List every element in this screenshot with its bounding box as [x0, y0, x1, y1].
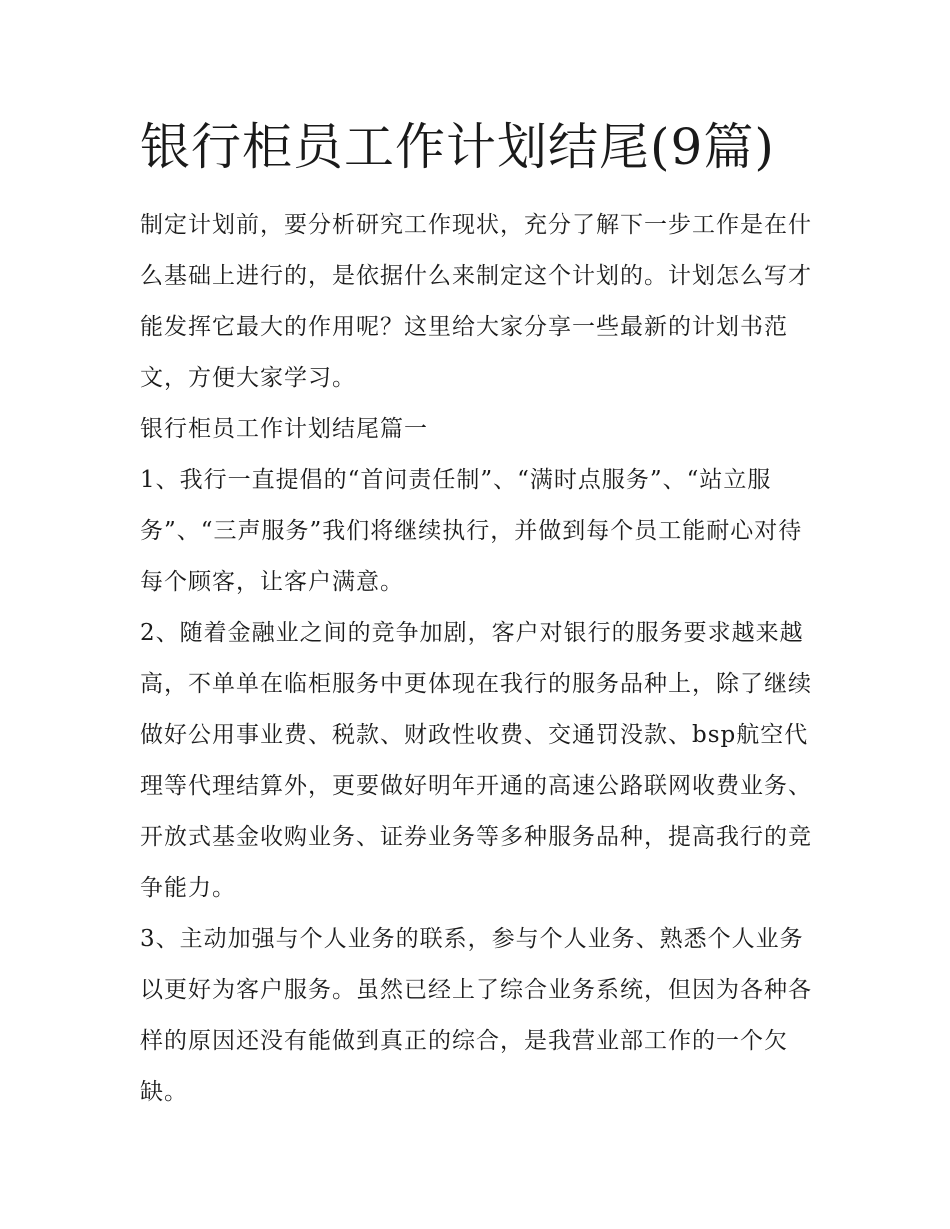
document-page	[140, 112, 812, 1118]
document-title: 银行柜员工作计划结尾(9篇)	[140, 118, 775, 176]
list-item: 2、随着金融业之间的竞争加剧，客户对银行的服务要求越来越高，不单单在临柜服务中更体现在我行的服务品种上，除了继续做好公用事业费、税款、财政性收费、交通罚没款、bsp航空代理等代理结算外，更要做好明年开通的高速公路联网收费业务、开放式基金收购业务、证券业务等多种服务品种，提高我行的竞争能力。	[140, 620, 812, 901]
section-heading: 银行柜员工作计划结尾篇一	[140, 416, 428, 442]
list-item: 3、主动加强与个人业务的联系，参与个人业务、熟悉个人业务以更好为客户服务。虽然已经上了综合业务系统，但因为各种各样的原因还没有能做到真正的综合，是我营业部工作的一个欠缺。	[140, 926, 812, 1105]
list-item: 1、我行一直提倡的“首问责任制”、“满时点服务”、“站立服务”、“三声服务”我们将继续执行，并做到每个员工能耐心对待每个顾客，让客户满意。	[140, 467, 803, 595]
intro-paragraph: 制定计划前，要分析研究工作现状，充分了解下一步工作是在什么基础上进行的，是依据什么来制定这个计划的。计划怎么写才能发挥它最大的作用呢？这里给大家分享一些最新的计划书范文，方便大家学习。	[140, 212, 812, 391]
